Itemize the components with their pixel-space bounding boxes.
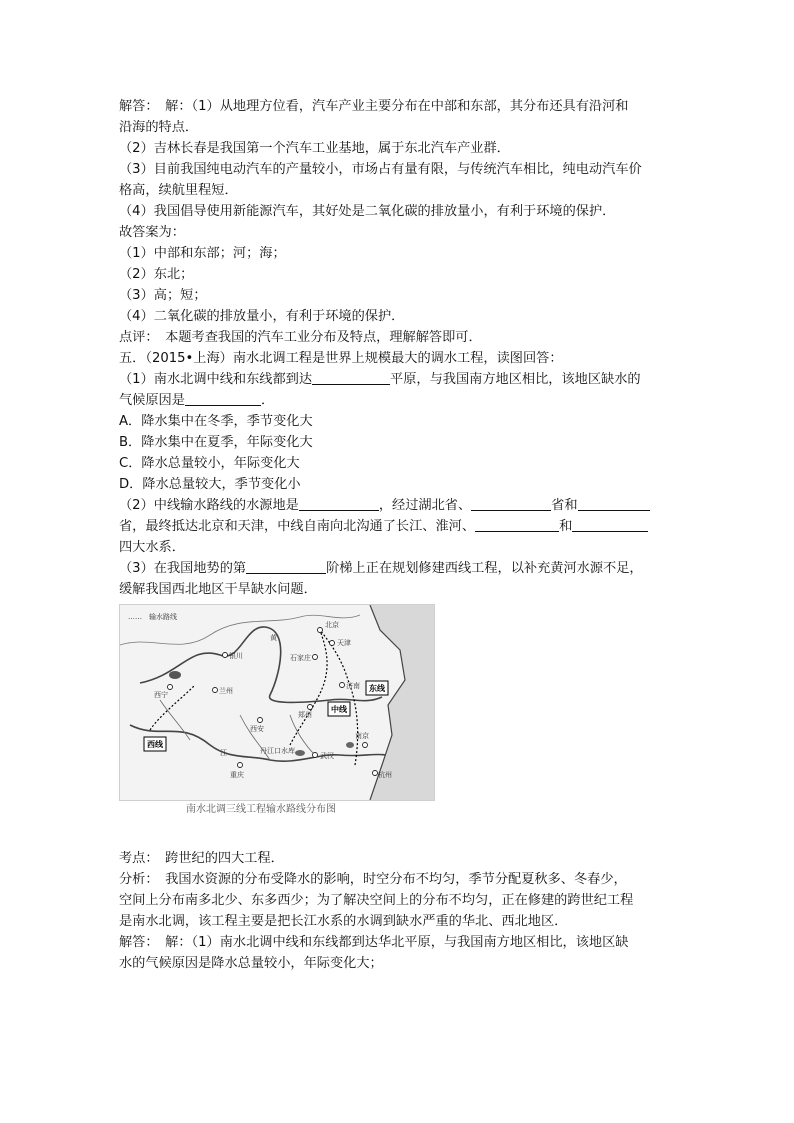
text-line: （4）二氧化碳的排放量小，有利于环境的保护． [119, 309, 405, 324]
city-marker [318, 628, 323, 633]
east-route-label: 东线 [369, 684, 385, 693]
text-line: （2）东北； [119, 267, 194, 282]
answer-blank[interactable] [578, 496, 650, 511]
question-2-line-1 [119, 496, 650, 516]
tributary [160, 700, 190, 740]
text-line: 空间上分布南多北少、东多西少；为了解决空间上的分布不均匀，正在修建的跨世纪工程 [119, 893, 634, 908]
map-graphic [120, 605, 434, 800]
answer-blank[interactable] [572, 517, 648, 532]
city-label: 西宁 [154, 691, 168, 699]
city-label: 南京 [355, 732, 369, 740]
water-diversion-map [119, 604, 435, 801]
city-marker [258, 718, 263, 723]
city-label: 天津 [337, 639, 351, 647]
q1-text: 平原，与我国南方地区相比，该地区缺水的 [390, 372, 641, 387]
text-line: 解答： 解：（1）南水北调中线和东线都到达华北平原，与我国南方地区相比，该地区缺 [119, 935, 629, 950]
text-line: 点评： 本题考查我国的汽车工业分布及特点，理解解答即可． [119, 330, 482, 345]
option-a: A．降水集中在冬季，季节变化大 [119, 414, 313, 429]
lake [346, 742, 354, 748]
text-line: （4）我国倡导使用新能源汽车，其好处是二氧化碳的排放量小，有利于环境的保护． [119, 204, 616, 219]
q1-text: （1）南水北调中线和东线都到达 [119, 372, 313, 387]
q2-text: ，经过湖北省、 [378, 498, 472, 513]
city-marker [308, 705, 313, 710]
q2-text: 省，最终抵达北京和天津，中线自南向北沟通了长江、淮河、 [119, 519, 476, 534]
city-label: 银川 [229, 652, 243, 660]
question-3-line-2: 缓解我国西北地区干旱缺水问题． [119, 582, 317, 597]
q2-text: （2）中线输水路线的水源地是 [119, 498, 299, 513]
map-legend: …… 输水路线 [128, 613, 177, 621]
q3-text: （3）在我国地势的第 [119, 561, 247, 576]
city-marker [330, 641, 335, 646]
city-label: 丹江口水库 [260, 747, 295, 755]
text-line: （2）吉林长春是我国第一个汽车工业基地，属于东北汽车产业群． [119, 141, 510, 156]
lake [295, 750, 305, 756]
city-label: 石家庄 [290, 654, 311, 662]
river-label: 黄 [270, 634, 277, 642]
city-label: 济南 [346, 682, 360, 690]
city-label: 武汉 [320, 752, 334, 760]
text-line: 水的气候原因是降水总量较小，年际变化大； [119, 956, 383, 971]
city-label: 郑州 [298, 711, 312, 719]
option-d: D．降水总量较大，季节变化小 [119, 477, 301, 492]
lake [169, 671, 181, 679]
q3-text: 阶梯上正在规划修建西线工程，以补充黄河水源不足， [326, 561, 643, 576]
q2-text: 省和 [551, 498, 578, 513]
answer-blank[interactable] [185, 391, 261, 406]
question-2-line-3: 四大水系． [119, 540, 185, 555]
city-marker [213, 688, 218, 693]
option-c: C．降水总量较小，年际变化大 [119, 456, 300, 471]
city-label: 兰州 [219, 687, 233, 695]
city-label: 西安 [250, 725, 264, 733]
city-marker [363, 743, 368, 748]
text-line: （3）目前我国纯电动汽车的产量较小，市场占有量有限，与传统汽车相比，纯电动汽车价 [119, 162, 642, 177]
map-caption: 南水北调三线工程输水路线分布图 [186, 804, 336, 815]
city-label: 重庆 [230, 771, 244, 779]
city-marker [313, 655, 318, 660]
text-line: 解答： 解：（1）从地理方位看，汽车产业主要分布在中部和东部，其分布还具有沿河和 [119, 99, 629, 114]
west-route-label: 西线 [147, 740, 163, 749]
text-line: （3）高；短； [119, 288, 207, 303]
text-line: 是南水北调，该工程主要是把长江水系的水调到缺水严重的华北、西北地区． [119, 914, 568, 929]
answer-blank[interactable] [312, 370, 390, 385]
city-label: 杭州 [378, 771, 392, 779]
answer-blank[interactable] [246, 559, 326, 574]
city-marker [168, 685, 173, 690]
q1-text: 气候原因是 [119, 393, 185, 408]
answer-blank[interactable] [471, 496, 551, 511]
city-marker [340, 683, 345, 688]
city-marker [238, 763, 243, 768]
city-marker [373, 771, 378, 776]
question-1-line-2 [119, 391, 274, 411]
text-line: 分析： 我国水资源的分布受降水的影响，时空分布不均匀，季节分配夏秋多、冬春少， [119, 872, 627, 887]
city-marker [313, 753, 318, 758]
answer-blank[interactable] [299, 496, 379, 511]
q1-text: ． [260, 393, 275, 408]
text-line: 故答案为： [119, 225, 185, 240]
answer-blank[interactable] [475, 517, 559, 532]
question-1-line-1 [119, 370, 641, 390]
question-2-line-2 [119, 517, 648, 537]
question-3-line-1 [119, 559, 643, 579]
city-label: 北京 [325, 621, 339, 629]
text-line: （1）中部和东部；河；海； [119, 246, 286, 261]
text-line: 五．（2015•上海）南水北调工程是世界上规模最大的调水工程，读图回答： [119, 351, 563, 366]
river-label: 江 [220, 749, 227, 757]
text-line: 格高，续航里程短． [119, 183, 238, 198]
q2-text: 和 [559, 519, 573, 534]
option-b: B．降水集中在夏季，年际变化大 [119, 435, 313, 450]
middle-route-label: 中线 [331, 705, 347, 714]
text-line: 考点： 跨世纪的四大工程． [119, 851, 284, 866]
text-line: 沿海的特点． [119, 120, 199, 135]
city-marker [223, 653, 228, 658]
